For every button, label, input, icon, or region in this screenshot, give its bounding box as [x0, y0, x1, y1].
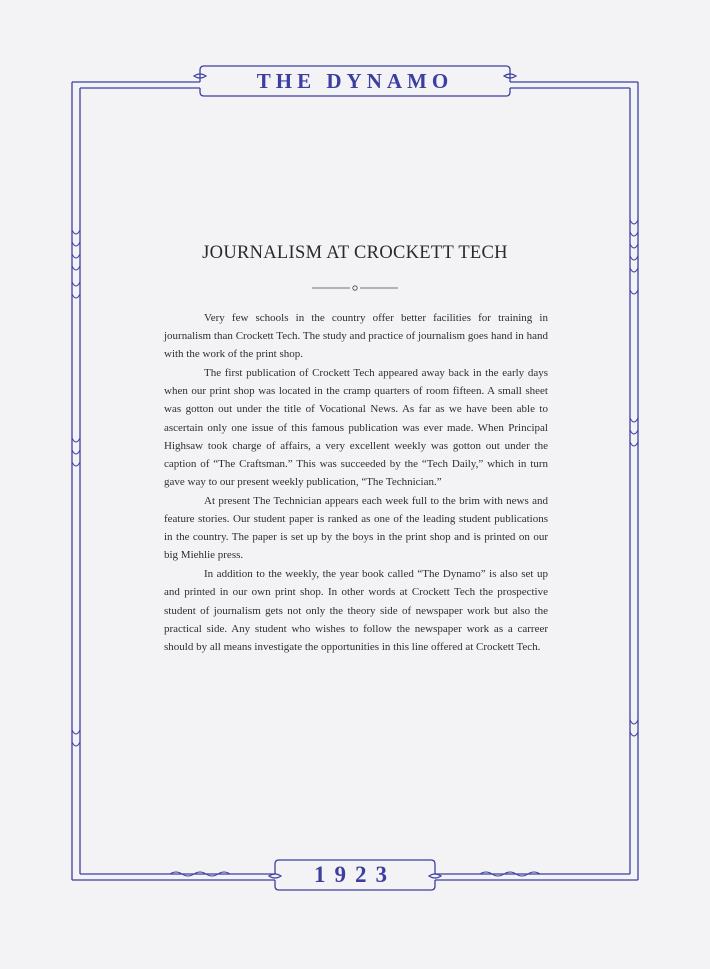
- yearbook-title: THE DYNAMO: [256, 69, 454, 93]
- article-title: JOURNALISM AT CROCKETT TECH: [202, 243, 508, 263]
- article-body: [164, 309, 548, 657]
- article-paragraph: The first publication of Crockett Tech appeared away back in the early days when our print shop was located in the cramp quarters of room fifteen. A small sheet was gotton out under the title of Vocational News. As far as we have been able to ascertain only one issue of this famous publication was ever made. When Principal Highsaw took charge of affairs, a very excellent weekly was gotton out under the caption of “The Craftsman.” This was succeeded by the “Tech Daily,” which in turn gave way to our present weekly publication, “The Technician.”: [164, 367, 548, 488]
- article-paragraph: Very few schools in the country offer better facilities for training in journalism than Crockett Tech. The study and practice of journalism goes hand in hand with the work of the print shop.: [164, 312, 548, 361]
- article-paragraph: At present The Technician appears each week full to the brim with news and feature stories. Our student paper is ranked as one of the leading student publications in the country. The paper is set up by the boys in the print shop and is printed on our big Miehlie press.: [164, 494, 548, 562]
- article-paragraph: In addition to the weekly, the year book called “The Dynamo” is also set up and printed in our own print shop. In other words at Crockett Tech the prospective student of journalism gets not only the theory side of newspaper work but also the practical side. Any student who wishes to follow the newspaper work as a carreer should by all means investigate the opportunities in this line offered at Crockett Tech.: [164, 568, 548, 653]
- title-divider-ornament: [312, 284, 398, 292]
- yearbook-year: 1923: [314, 862, 396, 887]
